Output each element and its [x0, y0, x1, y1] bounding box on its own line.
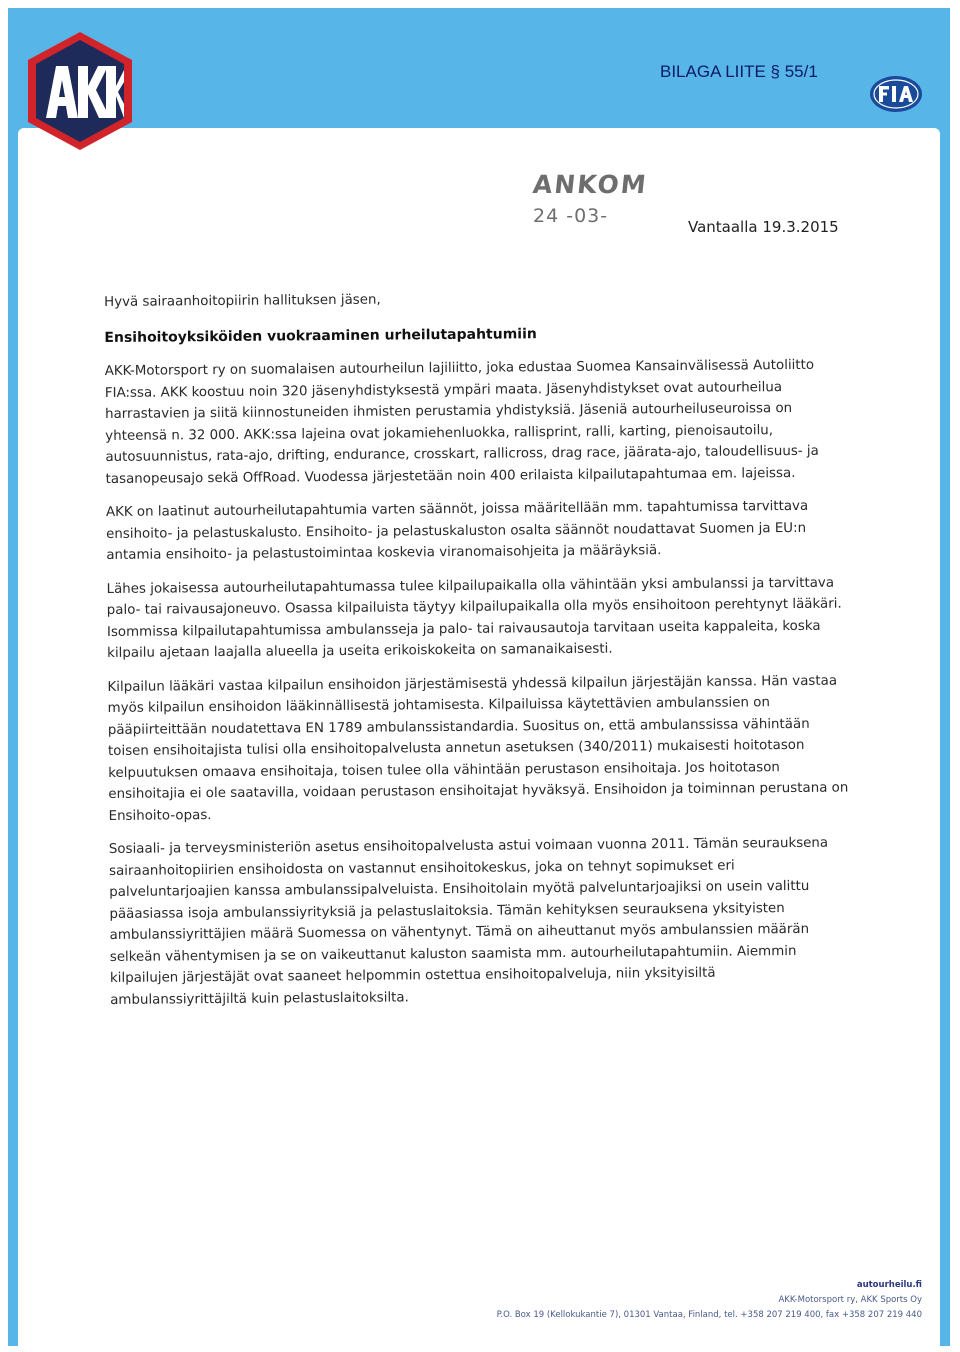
stamp-line-1: ANKOM	[531, 170, 650, 199]
paragraph: Lähes jokaisessa autourheilutapahtumassa tulee kilpailupaikalla olla vähintään yksi ambulanssi ja tarvittava palo- tai raivausajoneuvo. Osassa kilpailuista täytyy kilpailupaikalla olla myös ensihoitoon perehtynyt lääkäri. Isommissa kilpailutapahtumissa ambulansseja ja palo- tai raivausautoja tarvitaan useita kappaleita, koska kilpailu ajetaan laajalla alueella ja useita erikoiskokeita on samanaikaisesti.	[106, 575, 842, 661]
letter-footer	[497, 1278, 922, 1323]
letter-body	[104, 286, 850, 1023]
akk-logo	[20, 30, 140, 152]
footer-website: autourheilu.fi	[856, 1280, 922, 1290]
paragraph: AKK-Motorsport ry on suomalaisen autourheilun lajiliitto, joka edustaa Suomea Kansainvälisessä Autoliitto FIA:ssa. AKK koostuu noin 320 jäsenyhdistyksestä ympäri maata. Jäsenyhdistykset ovat autourheilua harrastavien ja siitä kiinnostuneiden ihmisten perustamia yhdistyksiä. Jäseniä autourheiluseuroissa on yhteensä n. 32 000. AKK:ssa lajeina ovat jokamiehenluokka, rallisprint, ralli, karting, pienoisautoilu, autosuunnistus, rata-ajo, drifting, endurance, crosskart, rallicross, drag race, jäärata-ajo, taloudellisuus- ja tasanopeusajo sekä OffRoad. Vuodessa järjestetään noin 400 erilaista kilpailutapahtumaa em. lajeissa.	[104, 357, 819, 487]
attachment-label: BILAGA LIITE § 55/1	[660, 62, 818, 81]
footer-org: AKK-Motorsport ry, AKK Sports Oy	[778, 1295, 922, 1305]
paragraph: Kilpailun lääkäri vastaa kilpailun ensihoidon järjestämisestä yhdessä kilpailun järjestäjän kanssa. Hän vastaa myös kilpailun ensihoidon lääkinnällisestä johtamisesta. Kilpailuissa käytettävien ambulanssien on pääpiirteittään noudatettava EN 1789 ambulanssistandardia. Suositus on, että ambulanssissa vähintään toisen ensihoitajista tulisi olla ensihoitopalvelusta annetun asetuksen (340/2011) mukaisesti hoitotason kelpuutuksen omaava ensihoitaja, toisen tulee olla vähintään perustason ensihoitaja. Jos hoitotason ensihoitajia ei ole saatavilla, voidaan perustason ensihoitajat hyväksyä. Ensihoidon ja toiminnan perustana on Ensihoito-opas.	[107, 673, 849, 824]
letter-date: Vantaalla 19.3.2015	[688, 218, 839, 236]
footer-address: P.O. Box 19 (Kellokukantie 7), 01301 Vantaa, Finland, tel. +358 207 219 400, fax +358 207 219 440	[496, 1310, 922, 1320]
stamp-line-2: 24 -03-	[533, 205, 609, 227]
paragraph: Sosiaali- ja terveysministeriön asetus ensihoitopalvelusta astui voimaan vuonna 2011. Tämän seurauksena sairaanhoitopiirien ensihoidosta on vastannut ensihoitokeskus, joka on tehnyt sopimukset eri palveluntarjoajien kanssa ambulanssipalveluista. Ensihoitolain myötä palveluntarjoajiksi on usein valittu pääasiassa isoja ambulanssiyrityksiä ja pelastuslaitoksia. Tämän kehityksen seurauksena yksityisten ambulanssiyrittäjien määrä Suomessa on vähentynyt. Tämä on aiheuttanut myös ambulanssien määrän selkeän vähentymisen ja se on vaikeuttanut kaluston saamista mm. autourheilutapahtumiin. Aiemmin kilpailujen järjestäjät ovat saaneet helpommin ostettua ensihoitopalveluja, niin yksityisiltä ambulanssiyrittäjiltä kuin pelastuslaitoksilta.	[108, 835, 829, 1008]
received-stamp	[533, 170, 648, 227]
paragraph: AKK on laatinut autourheilutapahtumia varten säännöt, joissa määritellään mm. tapahtumissa tarvittava ensihoito- ja pelastuskalusto. Ensihoito- ja pelastuskaluston osalta säännöt noudattavat Suomen ja EU:n antamia ensihoito- ja pelastustoimintaa koskevia viranomaisohjeita ja määräyksiä.	[105, 498, 809, 563]
salutation: Hyvä sairaanhoitopiirin hallituksen jäsen,	[104, 292, 381, 310]
fia-logo	[868, 74, 924, 114]
subject-line: Ensihoitoyksiköiden vuokraaminen urheilutapahtumiin	[104, 325, 537, 346]
